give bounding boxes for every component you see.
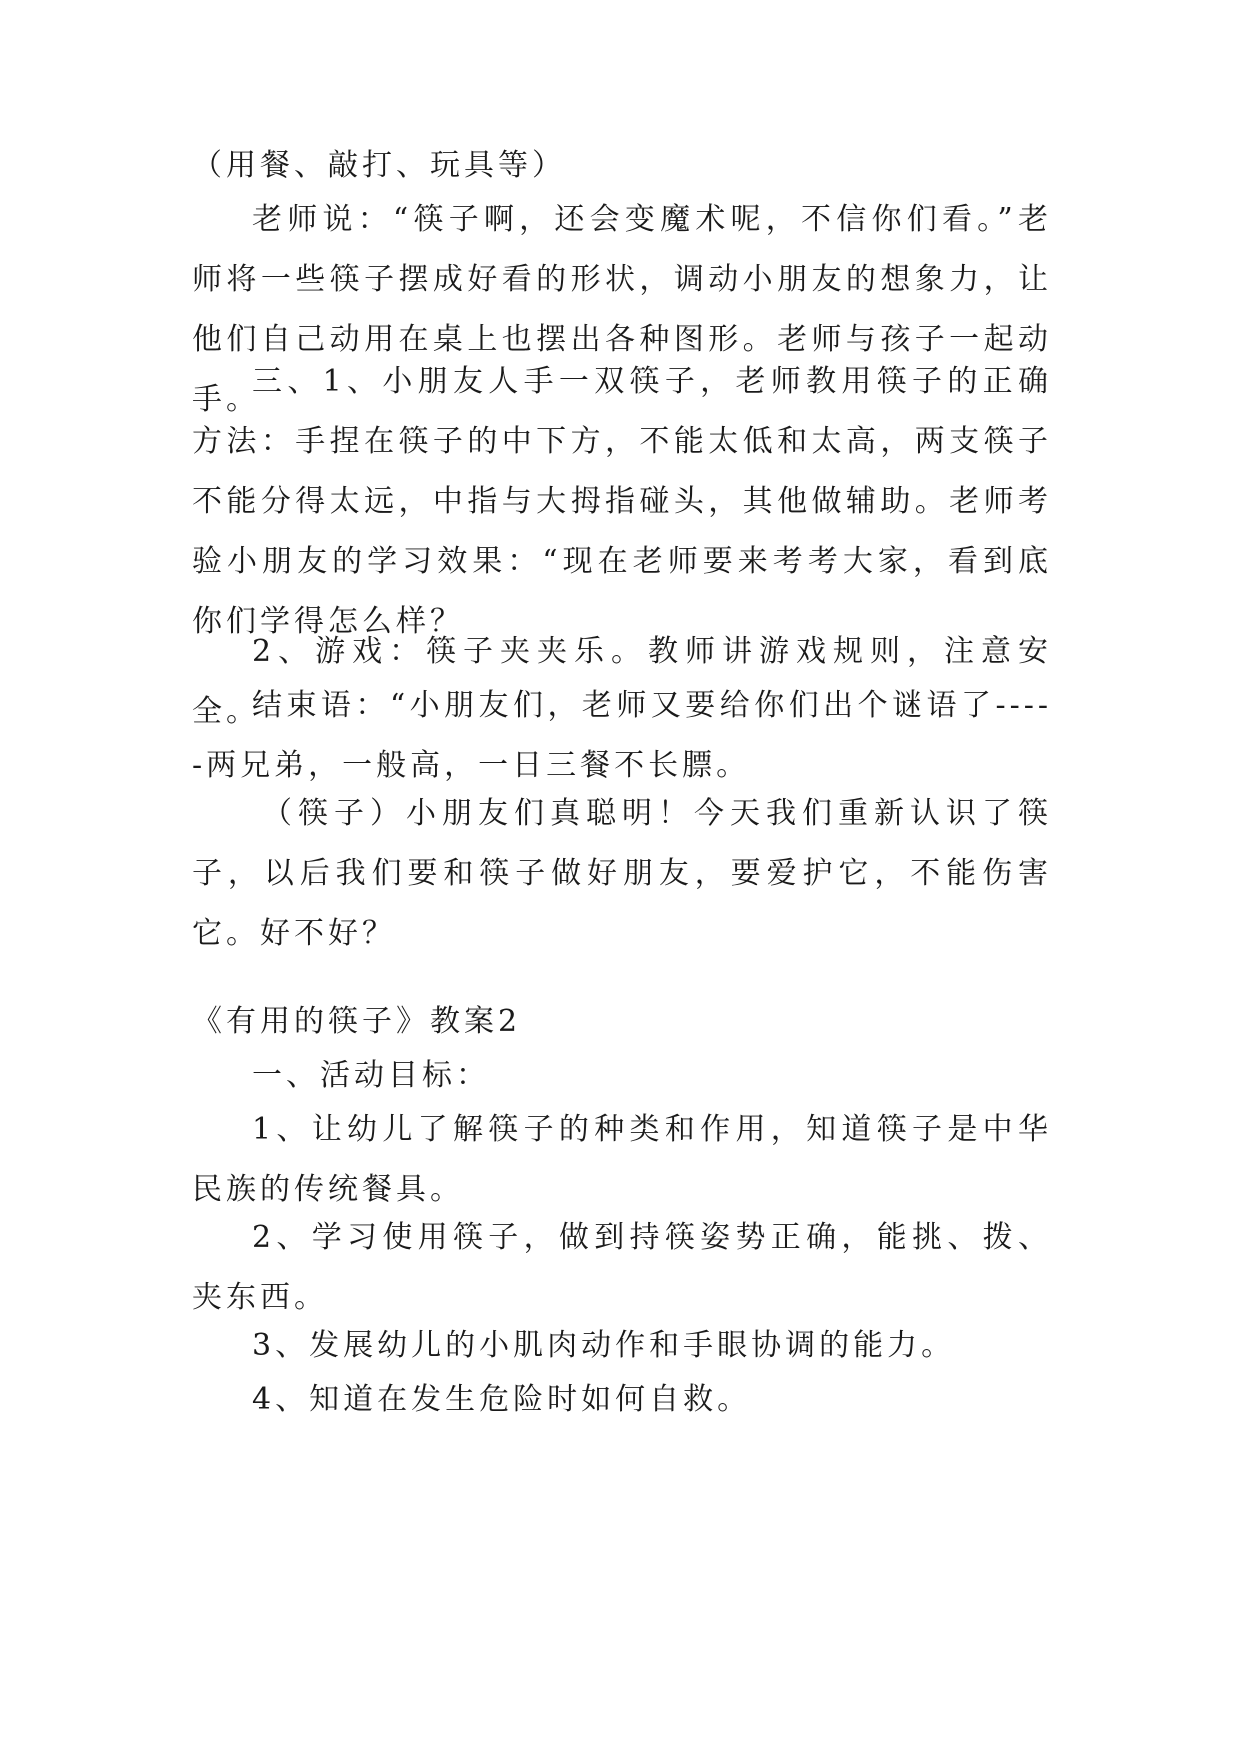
paragraph-usage: （用餐、敲打、玩具等） <box>192 148 566 183</box>
paragraph-method: 三、1、小朋友人手一双筷子，老师教用筷子的正确方法：手捏在筷子的中下方，不能太低和太高，两支筷子不能分得太远，中指与大拇指碰头，其他做辅助。老师考验小朋友的学习效果：“现在老师要来考考大家，看到底你们学得怎么样？ <box>192 364 1052 639</box>
paragraph-magic: 老师说：“筷子啊，还会变魔术呢，不信你们看。”老师将一些筷子摆成好看的形状，调动小朋友的想象力，让他们自己动用在桌上也摆出各种图形。老师与孩子一起动手。 <box>192 202 1052 417</box>
section-title: 《有用的筷子》教案2 <box>192 1004 522 1039</box>
paragraph-game: 2、游戏：筷子夹夹乐。教师讲游戏规则，注意安全。 <box>192 634 1052 729</box>
heading-objectives: 一、活动目标： <box>252 1058 490 1093</box>
objective-item-4: 4、知道在发生危险时如何自救。 <box>252 1382 752 1417</box>
paragraph-closing: 结束语：“小朋友们，老师又要给你们出个谜语了-----两兄弟，一般高，一日三餐不长膘。 <box>192 688 1052 783</box>
paragraph-conclusion: （筷子）小朋友们真聪明！今天我们重新认识了筷子，以后我们要和筷子做好朋友，要爱护它，不能伤害它。好不好？ <box>192 796 1052 951</box>
objective-item-1: 1、让幼儿了解筷子的种类和作用，知道筷子是中华民族的传统餐具。 <box>192 1112 1052 1207</box>
objective-item-3: 3、发展幼儿的小肌肉动作和手眼协调的能力。 <box>252 1328 956 1363</box>
objective-item-2: 2、学习使用筷子，做到持筷姿势正确，能挑、拨、夹东西。 <box>192 1220 1052 1315</box>
